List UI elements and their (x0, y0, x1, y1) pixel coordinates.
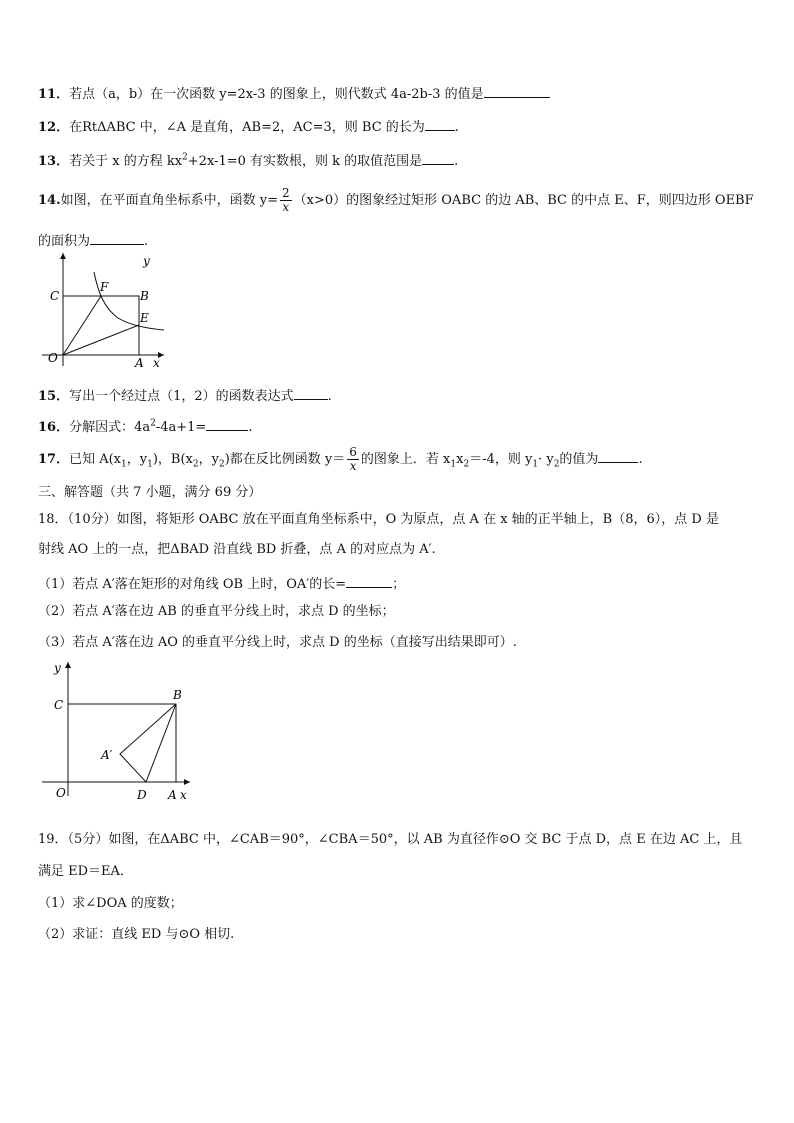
question-text: 分解因式：4a (69, 420, 151, 435)
question-text: )都在反比例函数 y＝ (224, 452, 346, 467)
question-end: . (248, 420, 253, 435)
question-number: 13． (38, 154, 70, 169)
question-number: 12． (38, 120, 70, 135)
answer-blank (346, 573, 392, 588)
label-x: x (180, 788, 187, 802)
fraction-numerator: 6 (349, 445, 357, 459)
question-19-part1 (38, 895, 183, 913)
answer-blank (90, 230, 144, 245)
question-13 (38, 150, 458, 171)
answer-blank (425, 116, 455, 131)
answer-blank (206, 416, 248, 431)
rectangle-oabc (68, 704, 176, 782)
question-end: . (327, 389, 332, 404)
question-end: . (144, 234, 149, 249)
label-f: F (100, 280, 109, 294)
question-18-part2 (38, 603, 395, 621)
question-14-line2 (38, 230, 148, 251)
label-c: C (54, 698, 64, 712)
question-14 (38, 187, 754, 214)
label-o: O (48, 351, 58, 365)
question-19 (38, 831, 742, 849)
label-e: E (140, 311, 149, 325)
question-18-part3 (38, 634, 517, 652)
label-y: y (54, 661, 61, 675)
question-number: 14. (38, 193, 61, 208)
fraction-denominator: x (282, 200, 290, 214)
subscript: 1 (121, 459, 127, 470)
triangle-b-ap-d (120, 704, 176, 782)
subscript: 2 (192, 459, 199, 470)
label-x: x (153, 356, 160, 370)
question-end: . (454, 120, 459, 135)
label-a-prime: A′ (101, 748, 113, 762)
subscript: 2 (463, 459, 470, 470)
section-heading (38, 484, 261, 502)
question-text: ，y (126, 452, 148, 467)
question-18-part1 (38, 573, 405, 594)
superscript: 2 (182, 152, 188, 163)
question-15 (38, 385, 332, 406)
question-text: 的值为 (559, 452, 599, 467)
question-text: 已知 A(x (69, 452, 122, 467)
subscript: 2 (218, 459, 225, 470)
question-text: 若点（a，b）在一次函数 y=2x-3 的图象上，则代数式 4a-2b-3 的值是 (69, 87, 484, 102)
superscript: 2 (150, 418, 156, 429)
y-axis-arrow (60, 253, 66, 259)
question-text: 满足 ED＝EA． (38, 864, 133, 879)
q18-figure (38, 658, 198, 806)
y-axis-arrow (65, 662, 71, 668)
question-18 (38, 511, 719, 529)
question-text: 18．（10分）如图，将矩形 OABC 放在平面直角坐标系中，O 为原点，点 A 在 x 轴的正半轴上，B（8，6），点 D 是 (38, 512, 719, 527)
question-text: 射线 AO 上的一点，把ΔBAD 沿直线 BD 折叠，点 A 的对应点为 A′. (38, 542, 436, 557)
question-19-line2 (38, 863, 133, 881)
label-c: C (50, 289, 60, 303)
question-text: · y (538, 452, 554, 467)
question-text: （x>0）的图象经过矩形 OABC 的边 AB、BC 的中点 E、F，则四边形 OEBF (293, 193, 754, 208)
question-text: （2）求证：直线 ED 与⊙O 相切. (38, 927, 235, 942)
question-end: ； (392, 577, 406, 592)
question-text: （1）求∠DOA 的度数； (38, 896, 183, 911)
fraction-numerator: 2 (282, 186, 290, 200)
question-text: +2x-1=0 有实数根，则 k 的取值范围是 (187, 154, 423, 169)
question-number: 16． (38, 420, 70, 435)
question-end: . (454, 154, 459, 169)
question-text: 写出一个经过点（1，2）的函数表达式 (69, 389, 294, 404)
question-number: 17． (38, 452, 70, 467)
label-y: y (143, 254, 150, 268)
question-12 (38, 116, 459, 137)
x-axis-arrow (184, 779, 190, 785)
question-16 (38, 416, 252, 437)
question-text: -4a+1= (155, 420, 207, 435)
label-d: D (137, 788, 147, 802)
subscript: 1 (147, 459, 153, 470)
label-o: O (56, 786, 66, 800)
question-18-line2 (38, 541, 436, 559)
question-end: . (638, 452, 643, 467)
segment-oe (63, 325, 139, 355)
q14-figure (38, 250, 168, 370)
subscript: 2 (553, 459, 560, 470)
answer-blank (294, 385, 328, 400)
fraction (347, 446, 359, 473)
section-title: 三、解答题（共 7 小题，满分 69 分） (38, 485, 262, 500)
segment-of (63, 296, 101, 355)
answer-blank (484, 83, 550, 98)
question-number: 15． (38, 389, 70, 404)
label-a: A (168, 788, 177, 802)
question-number: 11． (38, 87, 70, 102)
question-text: 如图，在平面直角坐标系中，函数 y= (60, 193, 278, 208)
question-text: （1）若点 A′落在矩形的对角线 OB 上时，OA′的长= (38, 577, 347, 592)
fraction (280, 187, 292, 214)
question-text: ，y (198, 452, 219, 467)
question-text: 19．（5分）如图，在ΔABC 中，∠CAB＝90°，∠CBA＝50°，以 AB 为直径作⊙O 交 BC 于点 D，点 E 在边 AC 上，且 (38, 832, 743, 847)
question-text: （2）若点 A′落在边 AB 的垂直平分线上时，求点 D 的坐标； (38, 604, 395, 619)
question-text: 的面积为 (38, 234, 91, 249)
question-text: ＝-4，则 y (469, 452, 533, 467)
question-11 (38, 83, 550, 104)
answer-blank (422, 150, 454, 165)
label-b: B (173, 688, 182, 702)
question-text: x (456, 452, 464, 467)
question-text: 的图象上．若 x (360, 452, 451, 467)
rectangle-oabc (63, 296, 139, 355)
question-text: 若关于 x 的方程 kx (69, 154, 183, 169)
question-19-part2 (38, 926, 234, 944)
subscript: 1 (450, 459, 457, 470)
label-b: B (140, 289, 149, 303)
answer-blank (598, 448, 638, 463)
question-text: )，B(x (152, 452, 193, 467)
question-17 (38, 446, 643, 474)
question-text: 在RtΔABC 中，∠A 是直角，AB=2，AC=3，则 BC 的长为 (69, 120, 425, 135)
fraction-denominator: x (349, 459, 357, 473)
subscript: 1 (532, 459, 539, 470)
question-text: （3）若点 A′落在边 AO 的垂直平分线上时，求点 D 的坐标（直接写出结果即可）. (38, 635, 517, 650)
label-a: A (135, 356, 144, 370)
